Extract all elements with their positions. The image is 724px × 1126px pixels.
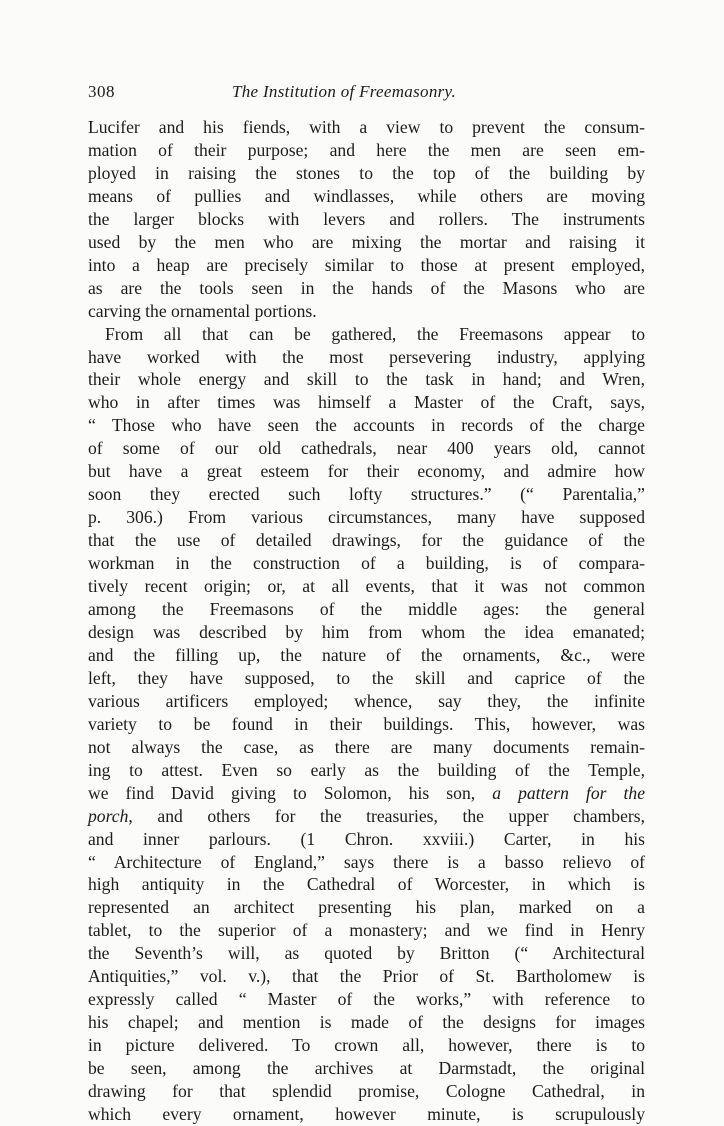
text-line: high antiquity in the Cathedral of Worcester, in which is	[88, 874, 645, 895]
text-line: of some of our old cathedrals, near 400 years old, cannot	[88, 438, 645, 459]
text-line: not always the case, as there are many documents remain-	[88, 736, 645, 757]
text-line: “ Architecture of England,” says there is a basso relievo of	[88, 851, 645, 872]
text-line-with-italic	[88, 805, 645, 828]
text-line: the Seventh’s will, as quoted by Britton (“ Architectural	[88, 943, 645, 964]
text-line: expressly called “ Master of the works,” with reference to	[88, 989, 645, 1010]
book-page	[88, 82, 645, 1126]
italic-word: porch	[88, 805, 129, 826]
text-line: and the filling up, the nature of the ornaments, &c., were	[88, 644, 645, 665]
text-line: design was described by him from whom the idea emanated;	[88, 621, 645, 642]
text-line: drawing for that splendid promise, Cologne Cathedral, in	[88, 1081, 645, 1102]
text-line: among the Freemasons of the middle ages: the general	[88, 599, 645, 620]
text-line: into a heap are precisely similar to those at present employed,	[88, 254, 645, 275]
text-line: “ Those who have seen the accounts in records of the charge	[88, 415, 645, 436]
text-line: ing to attest. Even so early as the building of the Temple,	[88, 759, 645, 780]
text-line: which every ornament, however minute, is scrupulously	[88, 1103, 645, 1124]
text-line: p. 306.) From various circumstances, many have supposed	[88, 507, 645, 528]
text-line: his chapel; and mention is made of the designs for images	[88, 1012, 645, 1033]
text-line: carving the ornamental portions.	[88, 300, 317, 321]
text-line: means of pullies and windlasses, while others are moving	[88, 185, 645, 206]
text-line: soon they erected such lofty structures.” (“ Parentalia,”	[88, 484, 645, 505]
text-line: in picture delivered. To crown all, however, there is to	[88, 1035, 645, 1056]
text-line: workman in the construction of a building, is of compara-	[88, 553, 645, 574]
text-line-head: we find David giving to Solomon, his son,	[88, 782, 476, 803]
text-line: but have a great esteem for their economy, and admire how	[88, 461, 645, 482]
body-text	[88, 116, 645, 1126]
text-line: tively recent origin; or, at all events, that it was not common	[88, 576, 645, 597]
text-line: represented an architect presenting his plan, marked on a	[88, 897, 645, 918]
italic-phrase: a pattern for the	[492, 782, 646, 803]
text-line-tail: , and others for the treasuries, the upper chambers,	[128, 805, 645, 826]
text-line: used by the men who are mixing the mortar and raising it	[88, 231, 645, 252]
text-line: various artificers employed; whence, say they, the infinite	[88, 690, 645, 711]
text-line: mation of their purpose; and here the men are seen em-	[88, 139, 645, 160]
text-line: that the use of detailed drawings, for the guidance of the	[88, 530, 645, 551]
page-number: 308	[88, 82, 115, 101]
text-line: as are the tools seen in the hands of the Masons who are	[88, 277, 645, 298]
text-line: have worked with the most persevering industry, applying	[88, 346, 645, 367]
text-line: their whole energy and skill to the task in hand; and Wren,	[88, 369, 645, 390]
text-line: tablet, to the superior of a monastery; and we find in Henry	[88, 920, 645, 941]
text-line: who in after times was himself a Master of the Craft, says,	[88, 392, 645, 413]
text-line: the larger blocks with levers and rollers. The instruments	[88, 208, 645, 229]
text-line-with-italic	[88, 782, 645, 805]
text-line: variety to be found in their buildings. This, however, was	[88, 713, 645, 734]
text-line: ployed in raising the stones to the top of the building by	[88, 162, 645, 183]
text-line: From all that can be gathered, the Freemasons appear to	[105, 323, 645, 344]
running-title: The Institution of Freemasonry.	[232, 82, 456, 101]
text-line: left, they have supposed, to the skill and caprice of the	[88, 667, 645, 688]
text-line: be seen, among the archives at Darmstadt, the original	[88, 1058, 645, 1079]
running-head	[88, 82, 645, 108]
text-line: Antiquities,” vol. v.), that the Prior of St. Bartholomew is	[88, 966, 645, 987]
text-line: and inner parlours. (1 Chron. xxviii.) Carter, in his	[88, 828, 645, 849]
text-line: Lucifer and his fiends, with a view to prevent the consum-	[88, 117, 645, 137]
